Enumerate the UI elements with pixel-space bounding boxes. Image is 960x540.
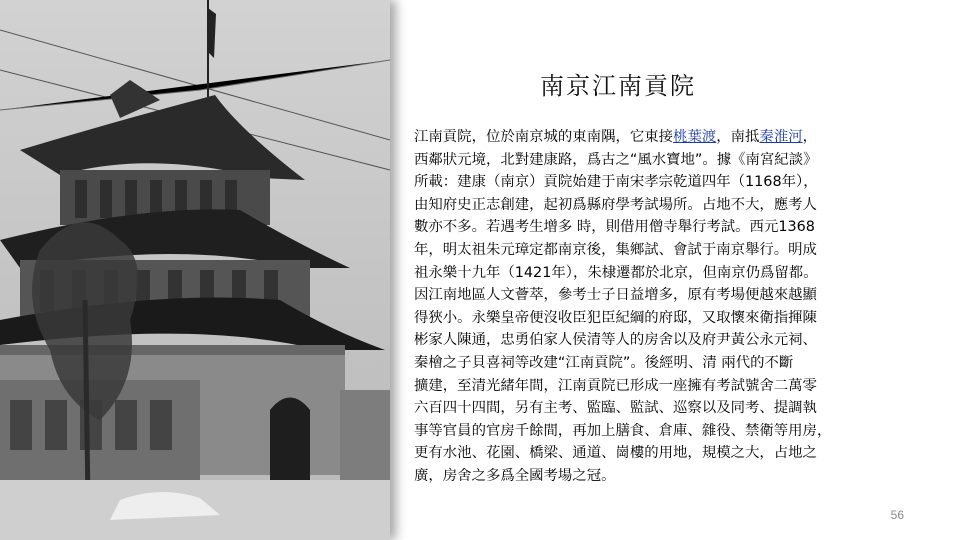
body-line: 得狹小。永樂皇帝便沒收臣犯臣紀綱的府邸，又取懷來衛指揮陳 [414, 309, 817, 326]
body-line: 祖永樂十九年（1421年），朱棣遷都於北京，但南京仍爲留都。 [414, 264, 818, 281]
page-number: 56 [890, 508, 904, 522]
body-line: 年，明太祖朱元璋定都南京後，集鄉試、會試于南京舉行。明成 [414, 241, 817, 258]
body-line: 擴建，至清光緒年間，江南貢院已形成一座擁有考試號舍二萬零 [414, 377, 817, 394]
body-text-segment: ，南抵 [716, 129, 760, 145]
body-line: 六百四十四間，另有主考、監臨、監試、巡察以及同考、提調執 [414, 400, 817, 417]
body-text [414, 126, 934, 488]
body-text-segment: ， [802, 129, 818, 145]
historical-photo [0, 0, 390, 540]
body-text-segment: 江南貢院，位於南京城的東南隅，它東接 [414, 129, 674, 145]
body-line [414, 126, 934, 149]
body-line: 廣，房舍之多爲全國考場之冠。 [414, 467, 616, 484]
body-line: 彬家人陳通，忠勇伯家人侯清等人的房舍以及府尹黃公永元祠、 [414, 332, 817, 349]
link-taoye-ferry[interactable]: 桃葉渡 [673, 129, 717, 145]
link-qinhuai-river[interactable]: 秦淮河 [759, 129, 803, 145]
body-line: 更有水池、花園、橋梁、通道、崗樓的用地，規模之大，占地之 [414, 445, 817, 462]
body-line: 由知府史正志創建，起初爲縣府學考試場所。占地不大，應考人 [414, 196, 817, 213]
slide-title: 南京江南貢院 [540, 72, 696, 100]
body-line: 所載：建康（南京）貢院始建于南宋孝宗乾道四年（1168年）， [414, 174, 818, 191]
body-line: 數亦不多。若遇考生增多 時，則借用僧寺舉行考試。西元1368 [414, 219, 815, 236]
body-line: 事等官員的官房千餘間，再加上膳食、倉庫、雜役、禁衛等用房， [414, 422, 832, 439]
body-line: 因江南地區人文薈萃，參考士子日益增多，原有考場便越來越顯 [414, 287, 817, 304]
body-line: 秦檜之子貝喜祠等改建“江南貢院”。後經明、清 兩代的不斷 [414, 354, 794, 371]
body-line: 西鄰狀元境，北對建康路，爲古之“風水寶地”。據《南宮紀談》 [414, 151, 818, 168]
pavilion-photo-illustration [0, 0, 390, 540]
